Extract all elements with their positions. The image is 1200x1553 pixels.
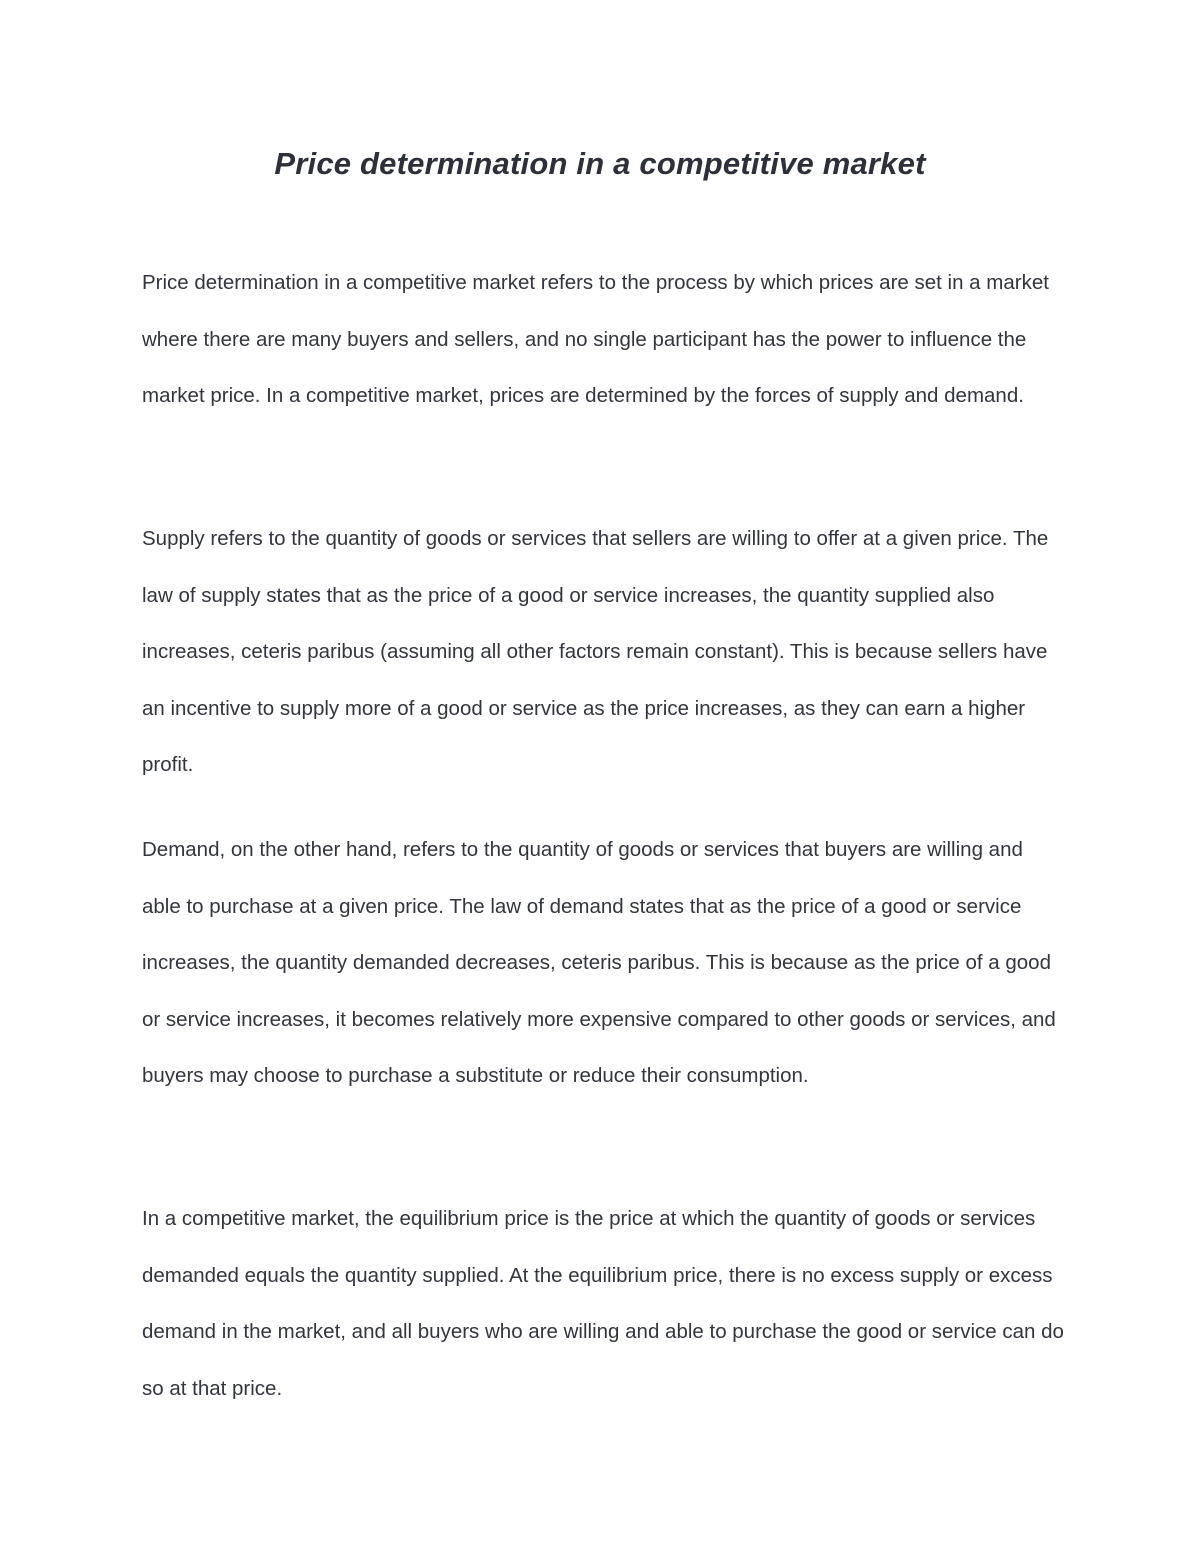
paragraph-supply: Supply refers to the quantity of goods or services that sellers are willing to offer at a given price. The law of supply states that as the price of a good or service increases, the quantity supplied also increases, ceteris paribus (assuming all other factors remain constant). This is because sellers have an incentive to supply more of a good or service as the price increases, as they can earn a higher profit. (142, 527, 1049, 777)
paragraph-demand: Demand, on the other hand, refers to the quantity of goods or services that buyers are willing and able to purchase at a given price. The law of demand states that as the price of a good or service increases, the quantity demanded decreases, ceteris paribus. This is because as the price of a good or service increases, it becomes relatively more expensive compared to other goods or services, and buyers may choose to purchase a substitute or reduce their consumption. (142, 838, 1056, 1088)
document-title: Price determination in a competitive market (274, 146, 926, 181)
paragraph-intro: Price determination in a competitive market refers to the process by which prices are set in a market where there are many buyers and sellers, and no single participant has the power to influence the market price. In a competitive market, prices are determined by the forces of supply and demand. (142, 271, 1049, 408)
paragraph-equilibrium: In a competitive market, the equilibrium price is the price at which the quantity of goods or services demanded equals the quantity supplied. At the equilibrium price, there is no excess supply or excess demand in the market, and all buyers who are willing and able to purchase the good or service can do so at that price. (142, 1207, 1064, 1400)
